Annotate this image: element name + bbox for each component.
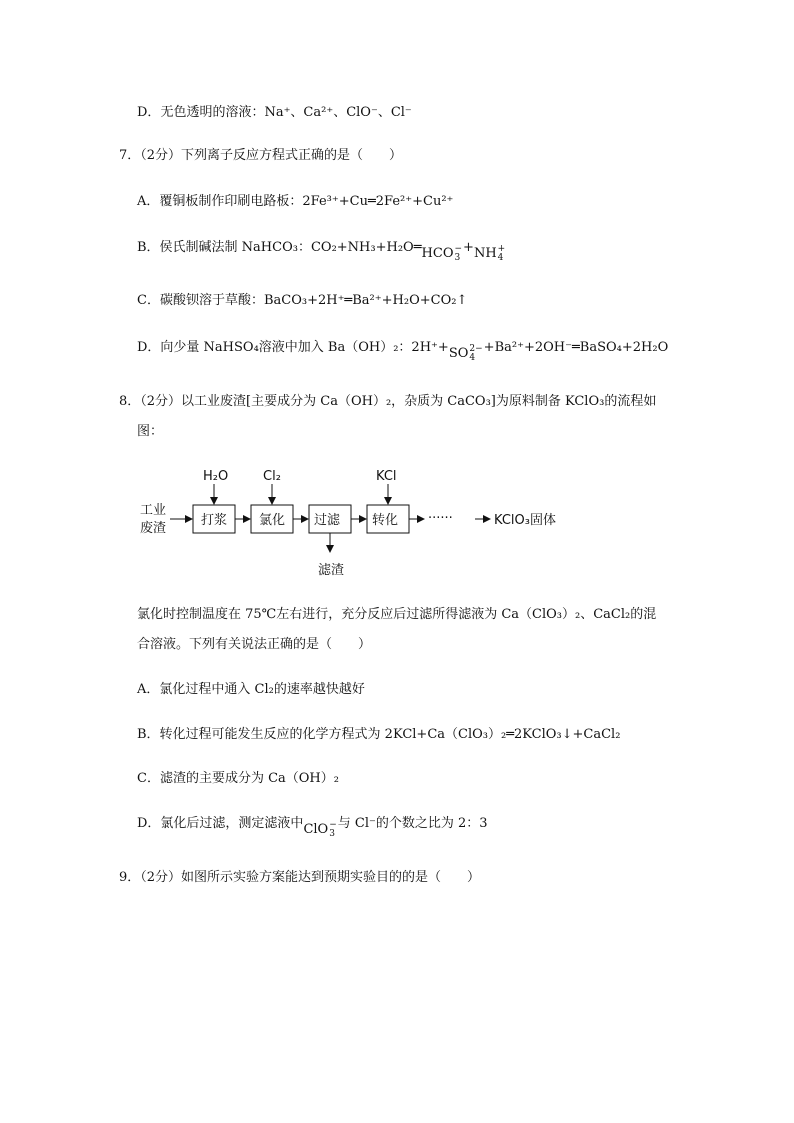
q7-option-b [137, 238, 506, 264]
q8-option-a: A．氯化过程中通入 Cl₂的速率越快越好 [137, 682, 365, 697]
ammonium-ion: NH + 4 [473, 244, 506, 263]
q8-option-d-suffix: 与 Cl⁻的个数之比为 2：3 [337, 816, 488, 831]
q8-stem-line2: 图： [137, 424, 164, 439]
q6-option-d-text: 无色透明的溶液：Na⁺、Ca²⁺、ClO⁻、Cl⁻ [160, 105, 412, 120]
chlorate-ion: ClO − 3 [303, 820, 337, 839]
sulfate-ion: SO 2− 4 [448, 344, 483, 363]
flow-input-line1: 工业 [140, 503, 167, 518]
flow-step1-label: 打浆 [201, 513, 228, 528]
flow-input-line2: 废渣 [140, 521, 167, 536]
flow-step3-label: 过滤 [314, 513, 341, 528]
q7-option-d-prefix: D．向少量 NaHSO₄溶液中加入 Ba（OH）₂：2H⁺+ [137, 340, 449, 355]
q8-option-d-prefix: D．氯化后过滤，测定滤液中 [137, 816, 304, 831]
q7-option-a: A．覆铜板制作印刷电路板：2Fe³⁺+Cu═2Fe²⁺+Cu²⁺ [137, 194, 454, 209]
q7-option-d-suffix: +Ba²⁺+2OH⁻═BaSO₄+2H₂O [483, 340, 669, 355]
q8-option-c: C．滤渣的主要成分为 Ca（OH）₂ [137, 771, 339, 786]
q6-option-d-label: D． [137, 105, 161, 120]
flow-product-label: KClO₃固体 [494, 513, 556, 528]
q8-stem-line1: 8．（2分）以工业废渣[主要成分为 Ca（OH）₂，杂质为 CaCO₃]为原料制备 KClO₃的流程如 [119, 394, 657, 409]
plus-sign: + [463, 240, 474, 255]
flow-byproduct: 滤渣 [318, 563, 345, 578]
flow-step4-label: 转化 [372, 513, 399, 528]
q8-option-b: B．转化过程可能发生反应的化学方程式为 2KCl+Ca（ClO₃）₂═2KClO₃↓+CaCl₂ [137, 727, 621, 742]
q7-option-c: C．碳酸钡溶于草酸：BaCO₃+2H⁺═Ba²⁺+H₂O+CO₂↑ [137, 293, 468, 308]
bicarbonate-ion: HCO − 3 [421, 244, 463, 263]
q8-desc-line2: 合溶液。下列有关说法正确的是（ ） [137, 637, 372, 652]
q9-stem: 9．（2分）如图所示实验方案能达到预期实验目的的是（ ） [119, 870, 481, 885]
process-flow-diagram [130, 462, 610, 582]
q8-option-d [137, 814, 488, 840]
flow-step2-label: 氯化 [259, 513, 286, 528]
q7-option-d [137, 338, 668, 364]
q7-stem: 7．（2分）下列离子反应方程式正确的是（ ） [119, 148, 403, 163]
q7-option-b-prefix: B．侯氏制碱法制 NaHCO₃：CO₂+NH₃+H₂O═ [137, 240, 422, 255]
q8-desc-line1: 氯化时控制温度在 75℃左右进行，充分反应后过滤所得滤液为 Ca（ClO₃）₂、CaCl₂的混 [137, 607, 657, 622]
flow-reagent1: H₂O [203, 469, 229, 484]
flow-reagent2: Cl₂ [263, 469, 281, 484]
q6-option-d [137, 103, 412, 123]
flow-dots: ······ [428, 511, 453, 526]
flow-reagent3: KCl [376, 469, 397, 484]
